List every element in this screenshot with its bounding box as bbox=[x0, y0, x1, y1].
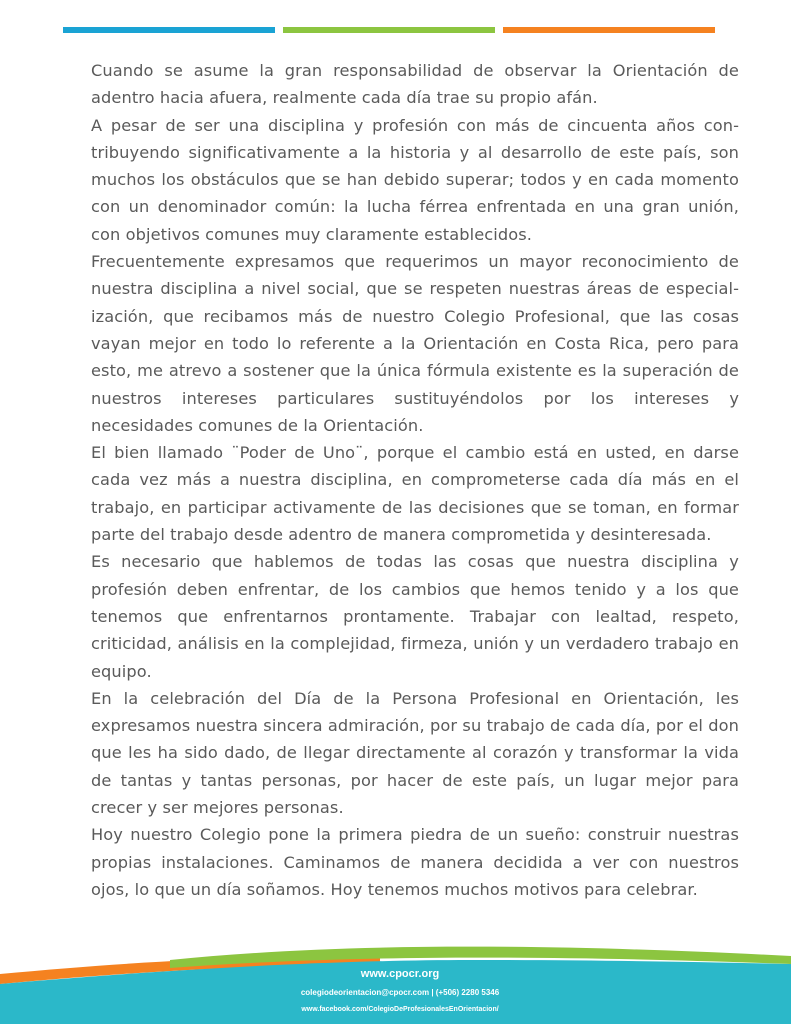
paragraph-1: Cuando se asume la gran responsabilidad de observar la Orientación de adentro hacia afuera, realmente cada día trae su propio afán. bbox=[91, 61, 739, 108]
footer-website[interactable]: www.cpocr.org bbox=[360, 968, 440, 980]
paragraph-4: El bien llamado ¨Poder de Uno¨, porque el cambio está en usted, en darse cada vez más a nuestra disciplina, en comprometerse cada día más en el trabajo, en participar activamente de las decisiones que se toman, en formar parte del trabajo desde adentro de manera comprometida y desinteresada. bbox=[91, 443, 739, 545]
footer-facebook-link[interactable]: www.facebook.com/ColegioDeProfesionalesEnOrientacion/ bbox=[301, 1006, 499, 1013]
top-accent-bar-orange bbox=[503, 27, 715, 33]
top-accent-bar-blue bbox=[63, 27, 275, 33]
paragraph-7: Hoy nuestro Colegio pone la primera piedra de un sueño: construir nuestras propias instalaciones. Caminamos de manera decidida a ver con nuestros ojos, lo que un día soñamos. Hoy tenemos muchos motivos para celebrar. bbox=[91, 825, 739, 899]
paragraph-3: Frecuentemente expresamos que requerimos un mayor reconocimiento de nuestra disciplina a nivel social, que se respeten nuestras áreas de especialización, que recibamos más de nuestro Colegio Profesional, que las cosas vayan mejor en todo lo referente a la Orientación en Costa Rica, pero para esto, me atrevo a sostener que la única fórmula existente es la superación de nuestros intereses particulares sustituyéndolos por los intereses y necesidades comunes de la Orientación. bbox=[91, 252, 739, 435]
article-body bbox=[91, 57, 739, 903]
footer-contact[interactable]: colegiodeorientacion@cpocr.com | (+506) 2280 5346 bbox=[300, 988, 500, 997]
paragraph-5: Es necesario que hablemos de todas las cosas que nuestra disciplina y profesión deben enfrentar, de los cambios que hemos tenido y a los que tenemos que enfrentarnos prontamente. Trabajar con lealtad, respeto, criticidad, análisis en la complejidad, firmeza, unión y un verdadero trabajo en equipo. bbox=[91, 552, 739, 681]
paragraph-2: A pesar de ser una disciplina y profesión con más de cincuenta años contribuyendo significativamente a la historia y al desarrollo de este país, son muchos los obstáculos que se han debido superar; todos y en cada momento con un denominador común: la lucha férrea enfrentada en una gran unión, con objetivos comunes muy claramente establecidos. bbox=[91, 115, 739, 244]
footer bbox=[0, 930, 791, 1024]
top-accent-bar-green bbox=[283, 27, 495, 33]
paragraph-6: En la celebración del Día de la Persona Profesional en Orientación, les expresamos nuestra sincera admiración, por su trabajo de cada día, por el don que les ha sido dado, de llegar directamente al corazón y transformar la vida de tantas y tantas personas, por hacer de este país, un lugar mejor para crecer y ser mejores personas. bbox=[91, 688, 739, 818]
